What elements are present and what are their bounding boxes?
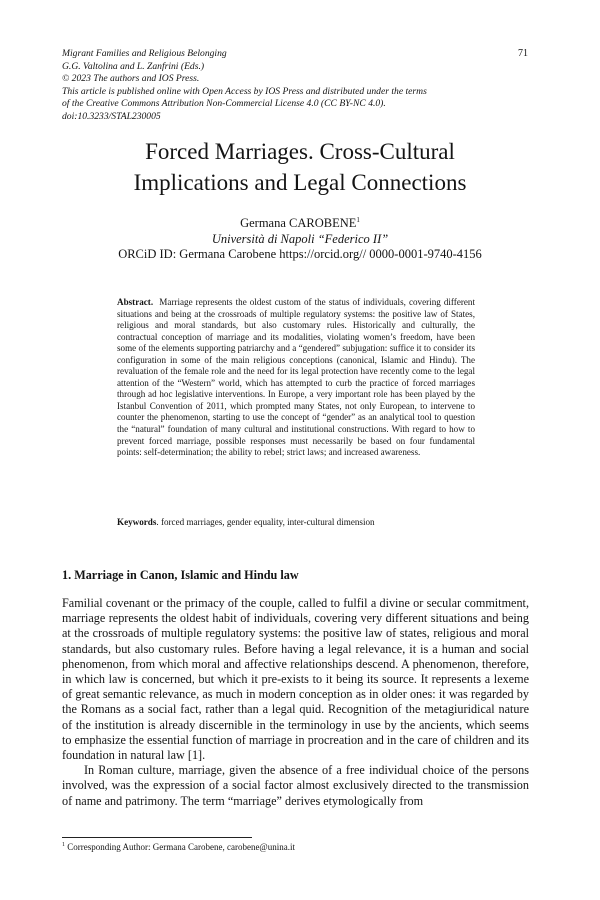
header-line: This article is published online with Open Access by IOS Press and distributed under the terms: [62, 85, 427, 97]
section-body: [62, 596, 529, 809]
footnote-mark: 1: [356, 215, 360, 224]
author-name: Germana CAROBENE: [240, 216, 357, 230]
section-heading: 1. Marriage in Canon, Islamic and Hindu law: [62, 568, 299, 582]
header-line: doi:10.3233/STAL230005: [62, 110, 161, 122]
keywords-text: . forced marriages, gender equality, inter-cultural dimension: [156, 517, 375, 527]
body-paragraph: In Roman culture, marriage, given the absence of a free individual choice of the persons involved, was the expression of a social factor almost exclusively directed to the transmission of name and patrimony. The term “marriage” derives etymologically from: [62, 763, 529, 808]
header-line: © 2023 The authors and IOS Press.: [62, 73, 200, 85]
header-line: of the Creative Commons Attribution Non-Commercial License 4.0 (CC BY-NC 4.0).: [62, 98, 386, 110]
abstract: [117, 297, 475, 459]
author-line: [0, 216, 600, 232]
footnote: [62, 842, 295, 852]
paper-title: [0, 136, 600, 198]
author-block: [0, 216, 600, 263]
header-line: Migrant Families and Religious Belonging: [62, 48, 227, 59]
footnote-text: Corresponding Author: Germana Carobene, carobene@unina.it: [65, 842, 295, 852]
abstract-text: Marriage represents the oldest custom of the status of individuals, covering different situations and being at the crossroads of multiple regulatory systems: the positive law of States, religious and moral standards, but also customary rules. Historically and culturally, the contractual conception of marriage and its modalities, violating women’s freedom, have been some of the elements supporting patriarchy and a “gendered” subjugation: suffice it to consider its configuration in some of the main religious conceptions (canonical, Islamic and Hindu). The revaluation of the female role and the need for its legal protection have recently come to the legal attention of the “Western” world, which has attempted to curb the practice of forced marriages through ad hoc legislative interventions. In Europe, a very important role has been played by the Istanbul Convention of 2011, which prompted many States, not only European, to intervene to counter the phenomenon, starting to use the concept of “gender” as an analytical tool to question the “natural” foundation of many cultural and institutional constructions. With regard to how to prevent forced marriage, possible responses must necessarily be based on four fundamental points: self-determination; the ability to rebel; strict laws; and increased awareness.: [117, 297, 476, 458]
keywords-label: Keywords: [117, 517, 157, 527]
publication-header: [62, 48, 532, 124]
author-affiliation: Università di Napoli “Federico II”: [211, 231, 389, 246]
keywords: [117, 517, 487, 527]
title-line: Implications and Legal Connections: [133, 170, 467, 195]
abstract-label: Abstract.: [117, 297, 154, 307]
page-number: 71: [518, 48, 528, 59]
header-line: G.G. Valtolina and L. Zanfrini (Eds.): [62, 60, 205, 72]
author-orcid: ORCiD ID: Germana Carobene https://orcid.org// 0000-0001-9740-4156: [118, 247, 482, 261]
footnote-divider: [62, 837, 252, 838]
body-paragraph: Familial covenant or the primacy of the couple, called to fulfil a divine or secular commitment, marriage represents the oldest habit of individuals, covering very different situations and being at the crossroads of multiple regulatory systems: the positive law of states, religious and moral standards, but also customary rules. Before having a legal relevance, it is a human and social phenomenon, from which moral and affective relationships descend. A phenomenon, therefore, in which law is concerned, but which it pre-exists to it being its source. It represents a lexeme of great semantic relevance, as much in modern conception as in older ones: it was regarded by the Romans as a social fact, rather than a legal quid. Recognition of the metagiuridical nature of the institution is already discernible in the terminology in use by the ancients, which seems to emphasize the essential function of marriage in procreation and in the care of children and its foundation in natural law [1].: [62, 596, 530, 763]
footnote-mark: 1: [62, 842, 65, 848]
title-line: Forced Marriages. Cross-Cultural: [145, 139, 455, 164]
